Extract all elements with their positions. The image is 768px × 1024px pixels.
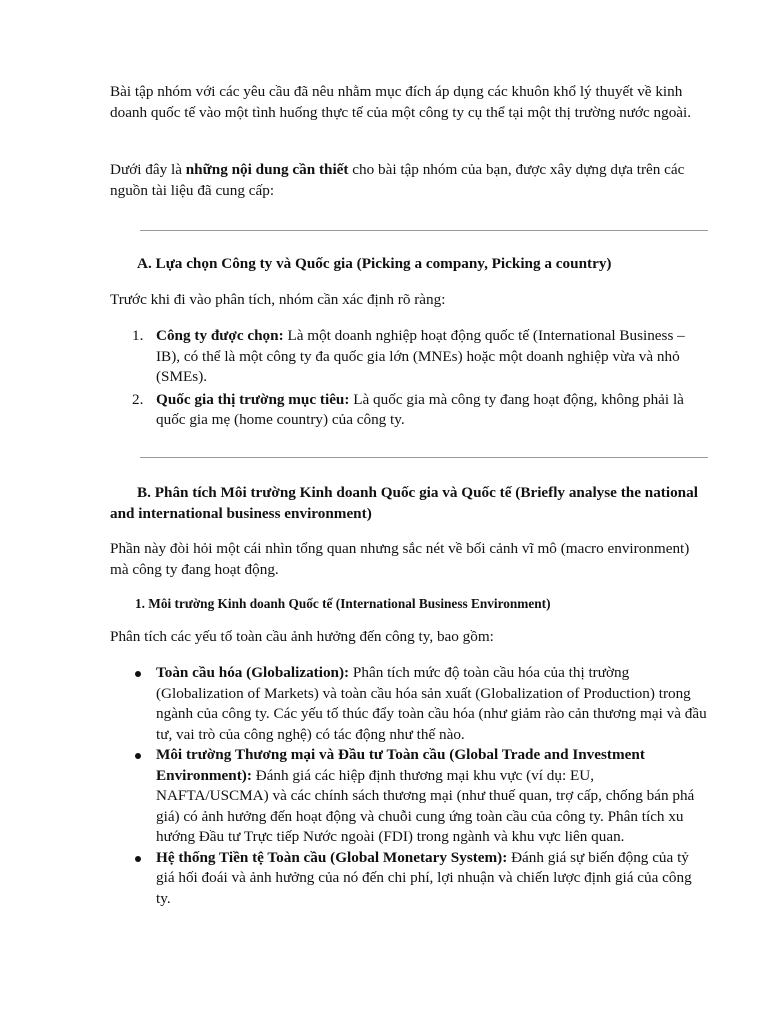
intro-text: Dưới đây là xyxy=(110,161,186,178)
intro-text-tail: cho bài tập nhóm của bạn, được xây dựng dựa trên các nguồn tài liệu đã cung cấp: xyxy=(110,161,685,199)
list-item-text: Là quốc gia mà công ty đang hoạt động, không phải là quốc gia mẹ (home country) của công ty. xyxy=(156,390,684,428)
list-item-text: Là một doanh nghiệp hoạt động quốc tế (International Business – IB), có thể là một công ty đa quốc gia lớn (MNEs) hoặc một doanh nghiệp vừa và nhỏ (SMEs). xyxy=(156,327,685,385)
intro-paragraph: Bài tập nhóm với các yêu cầu đã nêu nhằm mục đích áp dụng các khuôn khổ lý thuyết về kinh doanh quốc tế vào một tình huống thực tế của một công ty cụ thể tại một thị trường nước ngoài. xyxy=(110,83,692,121)
list-number: 2. xyxy=(132,390,144,408)
list-item-title: Toàn cầu hóa (Globalization): xyxy=(156,664,350,681)
subsection-heading: 1. Môi trường Kinh doanh Quốc tế (International Business Environment) xyxy=(135,596,551,611)
section-b-heading: B. Phân tích Môi trường Kinh doanh Quốc gia và Quốc tế (Briefly analyse the national and international business environment) xyxy=(110,484,698,522)
list-item-title: Công ty được chọn: xyxy=(156,327,284,344)
section-a-heading: A. Lựa chọn Công ty và Quốc gia (Picking a company, Picking a country) xyxy=(137,255,612,272)
section-divider xyxy=(140,457,708,458)
list-item xyxy=(110,663,710,745)
section-divider xyxy=(140,230,708,231)
list-item xyxy=(110,848,710,910)
list-item-title: Môi trường Thương mại và Đầu tư Toàn cầu (Global Trade and Investment Environment): xyxy=(156,746,645,784)
bullet-icon xyxy=(135,671,141,677)
intro-emphasis: những nội dung cần thiết xyxy=(185,161,349,178)
bullet-icon xyxy=(135,753,141,759)
list-item-text: Phân tích mức độ toàn cầu hóa của thị trường (Globalization of Markets) và toàn cầu hóa sản xuất (Globalization of Production) trong ngành của công ty. Các yếu tố thúc đẩy toàn cầu hóa (như giảm rào cản thương mại và đầu tư, vai trò của công nghệ) có tác động như thế nào. xyxy=(156,664,707,743)
list-item-text: Đánh giá sự biến động của tỷ giá hối đoái và ảnh hưởng của nó đến chi phí, lợi nhuận và chiến lược định giá của công ty. xyxy=(156,848,692,907)
subsection-lead: Phân tích các yếu tố toàn cầu ảnh hưởng đến công ty, bao gồm: xyxy=(110,628,494,645)
section-a-list xyxy=(110,326,710,431)
list-item-text: Đánh giá các hiệp định thương mại khu vực (ví dụ: EU, NAFTA/USCMA) và các chính sách thương mại (như thuế quan, trợ cấp, chống bán phá giá) có ảnh hưởng đến hoạt động và chuỗi cung ứng toàn cầu của công ty. Phân tích xu hướng Đầu tư Trực tiếp Nước ngoài (FDI) trong ngành và khu vực liên quan. xyxy=(156,766,695,845)
list-item xyxy=(110,326,710,388)
list-item-title: Quốc gia thị trường mục tiêu: xyxy=(156,390,350,408)
bullet-icon xyxy=(135,856,141,862)
factor-list xyxy=(110,663,710,909)
section-b-lead: Phần này đòi hỏi một cái nhìn tổng quan nhưng sắc nét về bối cảnh vĩ mô (macro environment) mà công ty đang hoạt động. xyxy=(110,540,690,578)
list-item xyxy=(110,745,710,848)
list-item-title: Hệ thống Tiền tệ Toàn cầu (Global Monetary System): xyxy=(156,848,508,866)
list-item xyxy=(110,390,710,431)
section-a-lead: Trước khi đi vào phân tích, nhóm cần xác định rõ ràng: xyxy=(110,291,446,308)
list-number: 1. xyxy=(132,327,144,344)
intro-paragraph-2 xyxy=(110,160,710,201)
